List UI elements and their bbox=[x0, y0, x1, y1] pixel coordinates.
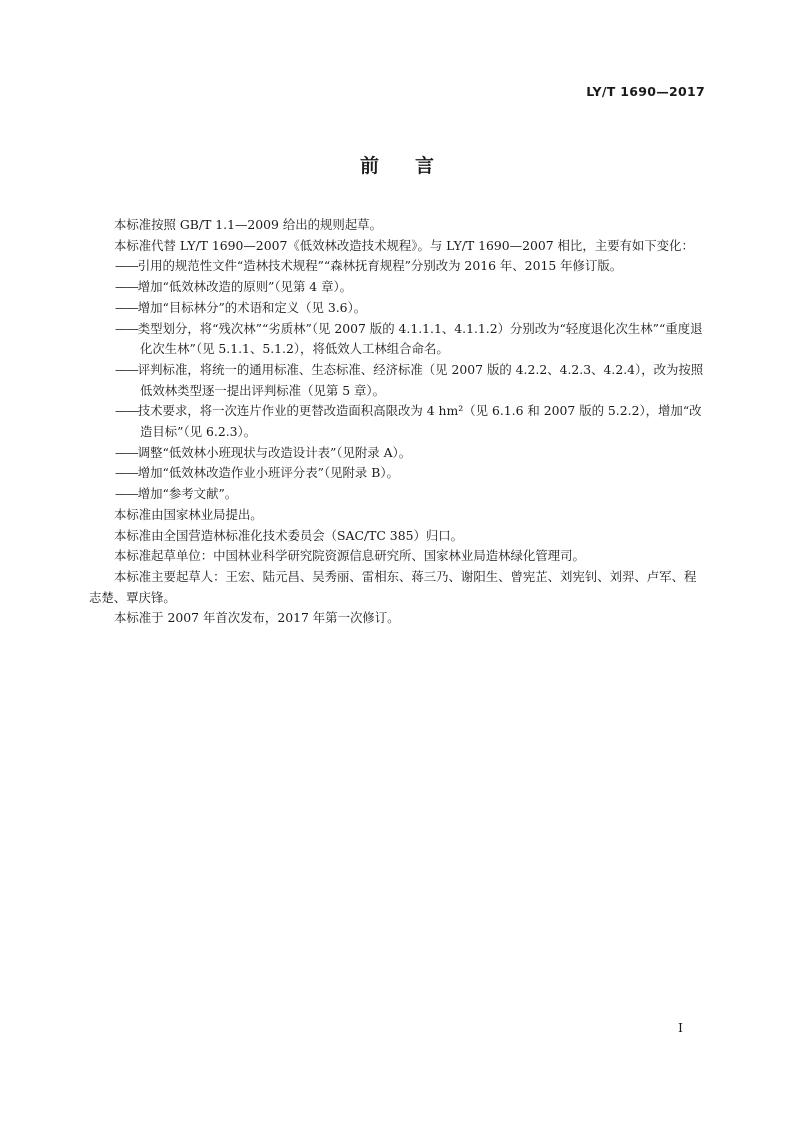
paragraph-replaces: 本标准代替 LY/T 1690—2007《低效林改造技术规程》。与 LY/T 1690—2007 相比，主要有如下变化： bbox=[114, 237, 694, 253]
change-item bbox=[89, 401, 706, 442]
change-item-text: 增加“目标林分”的术语和定义（见 3.6）。 bbox=[137, 299, 367, 315]
paragraph-proposed-by: 本标准由国家林业局提出。 bbox=[114, 506, 263, 522]
change-item bbox=[89, 463, 706, 484]
header-standard-code: LY/T 1690—2017 bbox=[586, 84, 705, 99]
document-body bbox=[89, 215, 706, 629]
change-item bbox=[89, 298, 706, 319]
dash-mark: —— bbox=[115, 403, 138, 419]
paragraph-under-jurisdiction: 本标准由全国营造林标准化技术委员会（SAC/TC 385）归口。 bbox=[114, 527, 464, 543]
change-item bbox=[89, 277, 706, 298]
change-item-text: 增加“参考文献”。 bbox=[137, 486, 238, 502]
change-item-text: 技术要求，将一次连片作业的更替改造面积高限改为 4 hm²（见 6.1.6 和 2007 版的 5.2.2），增加“改造目标”（见 6.2.3）。 bbox=[137, 403, 702, 440]
paragraph-drafters: 本标准主要起草人：王宏、陆元昌、吴秀丽、雷相东、蒋三乃、谢阳生、曾宪芷、刘宪钊、刘羿、卢军、程志楚、覃庆锋。 bbox=[89, 568, 697, 605]
change-item bbox=[89, 256, 706, 277]
paragraph-drafting-rules: 本标准按照 GB/T 1.1—2009 给出的规则起草。 bbox=[114, 217, 382, 232]
dash-mark: —— bbox=[115, 258, 138, 274]
change-item bbox=[89, 443, 706, 464]
page-number: I bbox=[678, 1020, 683, 1035]
dash-mark: —— bbox=[115, 299, 138, 315]
dash-mark: —— bbox=[115, 320, 138, 336]
change-item-text: 增加“低效林改造的原则”（见第 4 章）。 bbox=[137, 279, 353, 295]
change-item-text: 评判标准，将统一的通用标准、生态标准、经济标准（见 2007 版的 4.2.2、4.2.3、4.2.4），改为按照低效林类型逐一提出评判标准（见第 5 章）。 bbox=[137, 361, 704, 398]
page-title: 前言 bbox=[359, 155, 470, 177]
dash-mark: —— bbox=[115, 465, 138, 481]
dash-mark: —— bbox=[115, 444, 138, 460]
change-item-text: 增加“低效林改造作业小班评分表”（见附录 B）。 bbox=[137, 465, 399, 481]
dash-mark: —— bbox=[115, 486, 138, 502]
dash-mark: —— bbox=[115, 279, 138, 295]
dash-mark: —— bbox=[115, 361, 138, 377]
change-item bbox=[89, 484, 706, 505]
paragraph-drafting-units: 本标准起草单位：中国林业科学研究院资源信息研究所、国家林业局造林绿化管理司。 bbox=[114, 548, 585, 564]
change-item-text: 引用的规范性文件“造林技术规程”“森林抚育规程”分别改为 2016 年、2015 年修订版。 bbox=[137, 258, 623, 274]
paragraph-publication-history: 本标准于 2007 年首次发布，2017 年第一次修订。 bbox=[114, 610, 400, 626]
change-item-text: 类型划分，将“残次林”“劣质林”（见 2007 版的 4.1.1.1、4.1.1.2）分别改为“轻度退化次生林”“重度退化次生林”（见 5.1.1、5.1.2），将低效人工林组合命名。 bbox=[137, 320, 703, 357]
change-item bbox=[89, 319, 706, 360]
change-item bbox=[89, 360, 706, 401]
change-item-text: 调整“低效林小班现状与改造设计表”（见附录 A）。 bbox=[137, 444, 412, 460]
